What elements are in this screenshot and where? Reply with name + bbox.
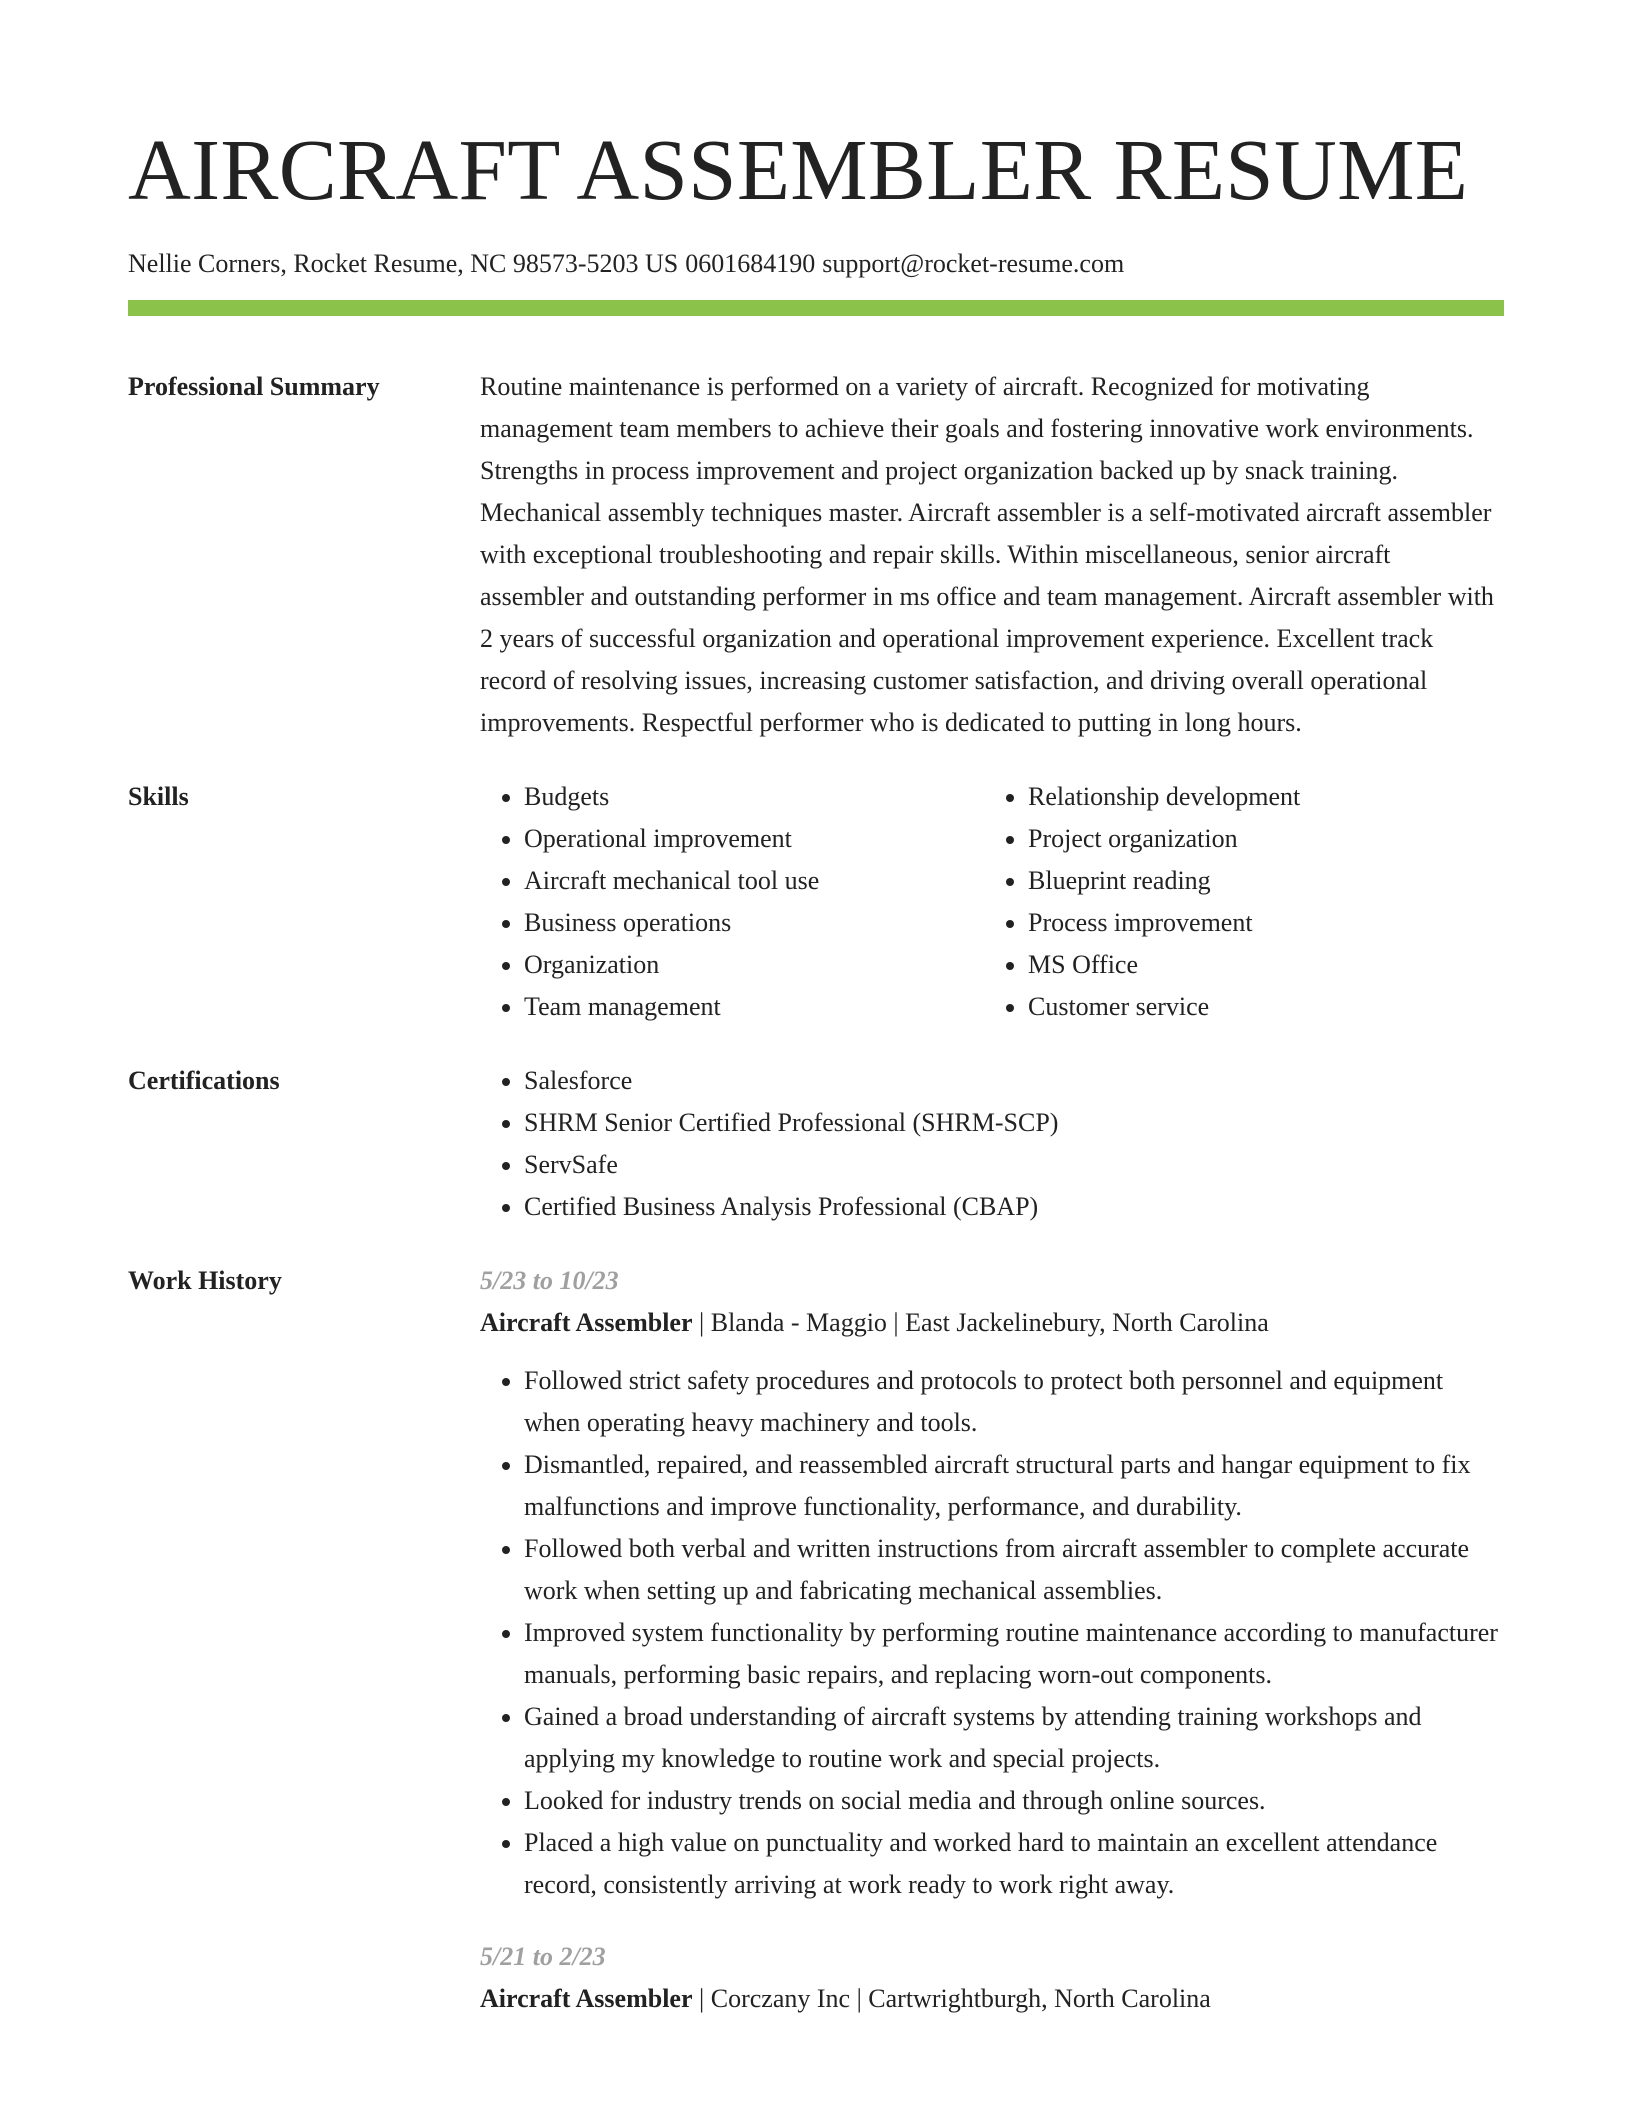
- certifications-heading: Certifications: [128, 1066, 280, 1095]
- certification-item: • ServSafe: [524, 1144, 1504, 1186]
- skills-column-left: [480, 776, 984, 1028]
- work-history-heading: Work History: [128, 1266, 282, 1295]
- resume-page: [128, 0, 1504, 2020]
- job-separator: |: [692, 1984, 711, 2013]
- skill-item: • Budgets: [524, 776, 984, 818]
- job-dates: 5/21 to 2/23: [480, 1942, 606, 1971]
- job-separator: |: [692, 1308, 711, 1337]
- skills-column-right: [984, 776, 1488, 1028]
- job-title: Aircraft Assembler: [480, 1308, 693, 1337]
- job-duty: • Followed strict safety procedures and protocols to protect both personnel and equipment when operating heavy machinery and tools.: [524, 1360, 1504, 1444]
- certification-item: • SHRM Senior Certified Professional (SHRM-SCP): [524, 1102, 1504, 1144]
- job-location: East Jackelinebury, North Carolina: [905, 1308, 1269, 1337]
- work-history-section: [128, 1260, 1504, 2020]
- skills-list-right: [984, 776, 1488, 1028]
- certification-item: • Certified Business Analysis Professional (CBAP): [524, 1186, 1504, 1228]
- contact-address: Nellie Corners, Rocket Resume, NC 98573-5203 US: [128, 249, 679, 278]
- job-duties-list: [480, 1360, 1504, 1906]
- contact-phone: 0601684190: [685, 249, 816, 278]
- contact-line: [128, 248, 1504, 280]
- skill-item: • MS Office: [1028, 944, 1488, 986]
- skill-item: • Business operations: [524, 902, 984, 944]
- skills-heading: Skills: [128, 782, 189, 811]
- job-duty: • Improved system functionality by performing routine maintenance according to manufacturer manuals, performing basic repairs, and replacing worn-out components.: [524, 1612, 1504, 1696]
- contact-email: support@rocket-resume.com: [822, 249, 1125, 278]
- skill-item: • Blueprint reading: [1028, 860, 1488, 902]
- skill-item: • Project organization: [1028, 818, 1488, 860]
- job-entry: [480, 1260, 1504, 1906]
- work-history-body: [480, 1260, 1504, 2020]
- job-company: Blanda - Maggio: [710, 1308, 887, 1337]
- job-dates: 5/23 to 10/23: [480, 1266, 619, 1295]
- job-duty: • Gained a broad understanding of aircraft systems by attending training workshops and applying my knowledge to routine work and special projects.: [524, 1696, 1504, 1780]
- skills-grid: [480, 776, 1504, 1028]
- job-title: Aircraft Assembler: [480, 1984, 693, 2013]
- skill-item: • Team management: [524, 986, 984, 1028]
- skill-item: • Relationship development: [1028, 776, 1488, 818]
- skills-list-left: [480, 776, 984, 1028]
- header-divider: [128, 300, 1504, 316]
- certifications-section: [128, 1060, 1504, 1228]
- job-entry: [480, 1936, 1504, 2020]
- job-duty: • Followed both verbal and written instructions from aircraft assembler to complete accurate work when setting up and fabricating mechanical assemblies.: [524, 1528, 1504, 1612]
- skill-item: • Operational improvement: [524, 818, 984, 860]
- job-company: Corczany Inc: [710, 1984, 851, 2013]
- job-duty: • Placed a high value on punctuality and worked hard to maintain an excellent attendance record, consistently arriving at work ready to work right away.: [524, 1822, 1504, 1906]
- job-duty: • Looked for industry trends on social media and through online sources.: [524, 1780, 1504, 1822]
- job-header: [480, 1302, 1504, 1344]
- summary-text: Routine maintenance is performed on a variety of aircraft. Recognized for motivating management team members to achieve their goals and fostering innovative work environments. Strengths in process improvement and project organization backed up by snack training. Mechanical assembly techniques master. Aircraft assembler is a self-motivated aircraft assembler with exceptional troubleshooting and repair skills. Within miscellaneous, senior aircraft assembler and outstanding performer in ms office and team management. Aircraft assembler with 2 years of successful organization and operational improvement experience. Excellent track record of resolving issues, increasing customer satisfaction, and driving overall operational improvements. Respectful performer who is dedicated to putting in long hours.: [480, 372, 1494, 737]
- skill-item: • Aircraft mechanical tool use: [524, 860, 984, 902]
- job-header: [480, 1978, 1504, 2020]
- certifications-body: [480, 1060, 1504, 1228]
- summary-section: [128, 366, 1504, 744]
- summary-body: [480, 366, 1504, 744]
- certifications-list: [480, 1060, 1504, 1228]
- job-duty: • Dismantled, repaired, and reassembled aircraft structural parts and hangar equipment to fix malfunctions and improve functionality, performance, and durability.: [524, 1444, 1504, 1528]
- resume-title: AIRCRAFT ASSEMBLER RESUME: [128, 121, 1469, 218]
- skills-section: [128, 776, 1504, 1028]
- summary-heading: Professional Summary: [128, 372, 380, 401]
- job-separator: |: [886, 1308, 906, 1337]
- job-separator: |: [850, 1984, 869, 2013]
- skill-item: • Organization: [524, 944, 984, 986]
- certification-item: • Salesforce: [524, 1060, 1504, 1102]
- skill-item: • Process improvement: [1028, 902, 1488, 944]
- skill-item: • Customer service: [1028, 986, 1488, 1028]
- job-location: Cartwrightburgh, North Carolina: [868, 1984, 1211, 2013]
